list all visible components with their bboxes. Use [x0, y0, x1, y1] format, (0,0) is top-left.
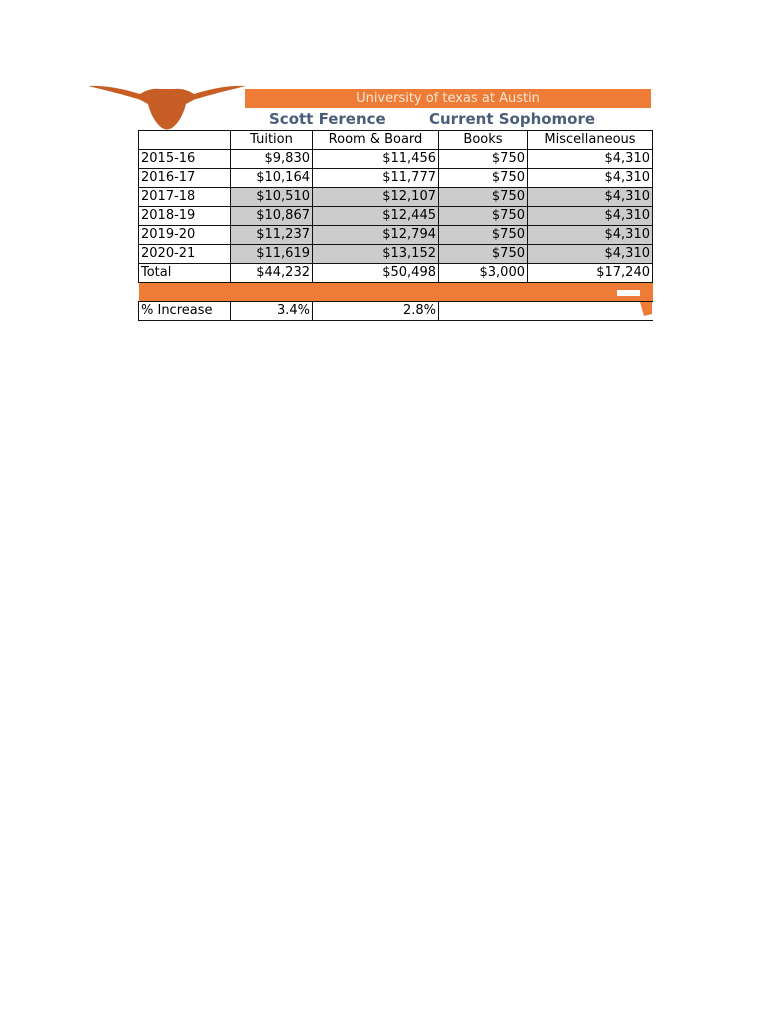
misc-cell: $4,310 [528, 207, 653, 226]
table-row [139, 207, 653, 226]
year-cell: 2017-18 [139, 188, 231, 207]
orange-band [139, 283, 653, 302]
room-board-cell: $13,152 [313, 245, 439, 264]
room-board-cell: $12,445 [313, 207, 439, 226]
table-row [139, 169, 653, 188]
total-books: $3,000 [439, 264, 528, 283]
header-cell: Tuition [231, 131, 313, 150]
room-board-cell: $11,456 [313, 150, 439, 169]
books-cell: $750 [439, 150, 528, 169]
increase-label: % Increase [139, 302, 231, 321]
table-row [139, 188, 653, 207]
tuition-cell: $10,510 [231, 188, 313, 207]
cost-table [138, 130, 653, 321]
tuition-cell: $11,237 [231, 226, 313, 245]
increase-row [139, 302, 653, 321]
books-cell: $750 [439, 207, 528, 226]
increase-room-board: 2.8% [313, 302, 439, 321]
table-row [139, 245, 653, 264]
tuition-cell: $10,164 [231, 169, 313, 188]
misc-cell: $4,310 [528, 150, 653, 169]
header-cell [139, 131, 231, 150]
corner-decoration [614, 284, 652, 330]
books-cell: $750 [439, 188, 528, 207]
room-board-cell: $11,777 [313, 169, 439, 188]
misc-cell: $4,310 [528, 226, 653, 245]
misc-cell: $4,310 [528, 169, 653, 188]
header-row [139, 131, 653, 150]
year-cell: 2019-20 [139, 226, 231, 245]
total-room-board: $50,498 [313, 264, 439, 283]
table-row [139, 150, 653, 169]
total-label: Total [139, 264, 231, 283]
table-row [139, 226, 653, 245]
student-name: Scott Ference [269, 110, 386, 128]
room-board-cell: $12,794 [313, 226, 439, 245]
tuition-cell: $11,619 [231, 245, 313, 264]
longhorn-icon [88, 84, 246, 130]
total-row [139, 264, 653, 283]
total-misc: $17,240 [528, 264, 653, 283]
misc-cell: $4,310 [528, 245, 653, 264]
books-cell: $750 [439, 226, 528, 245]
tuition-cell: $9,830 [231, 150, 313, 169]
tuition-cell: $10,867 [231, 207, 313, 226]
room-board-cell: $12,107 [313, 188, 439, 207]
total-tuition: $44,232 [231, 264, 313, 283]
increase-tuition: 3.4% [231, 302, 313, 321]
header-cell: Room & Board [313, 131, 439, 150]
misc-cell: $4,310 [528, 188, 653, 207]
year-cell: 2015-16 [139, 150, 231, 169]
student-status: Current Sophomore [429, 110, 596, 128]
header-cell: Books [439, 131, 528, 150]
header-cell: Miscellaneous [528, 131, 653, 150]
university-banner: University of texas at Austin [245, 89, 651, 108]
year-cell: 2020-21 [139, 245, 231, 264]
books-cell: $750 [439, 169, 528, 188]
year-cell: 2016-17 [139, 169, 231, 188]
books-cell: $750 [439, 245, 528, 264]
year-cell: 2018-19 [139, 207, 231, 226]
band-cell [139, 283, 653, 302]
